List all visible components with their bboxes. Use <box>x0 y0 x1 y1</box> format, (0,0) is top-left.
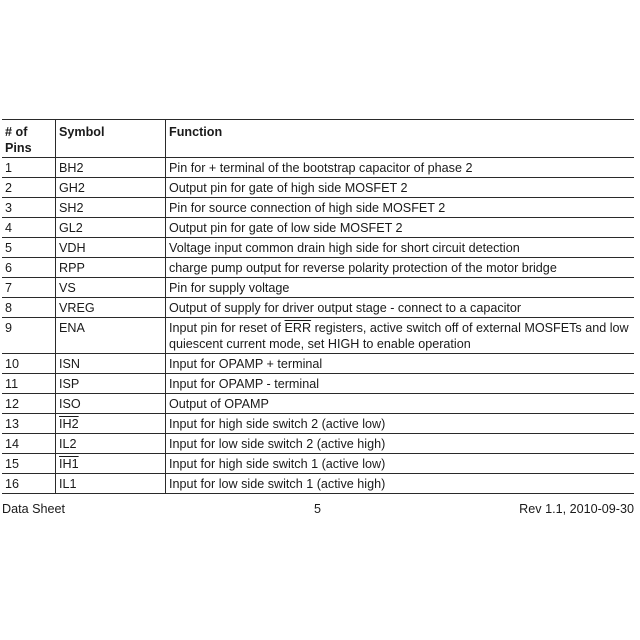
function-text-pre: Input pin for reset of <box>169 321 285 335</box>
active-low-symbol: IH2 <box>59 417 79 431</box>
pin-symbol: GL2 <box>56 218 166 238</box>
table-row <box>2 238 634 258</box>
pin-symbol <box>56 454 166 474</box>
pin-symbol: ISO <box>56 394 166 414</box>
table-row <box>2 454 634 474</box>
footer-page-number: 5 <box>314 502 322 516</box>
pin-function: Input for high side switch 2 (active low) <box>166 414 635 434</box>
pin-function: Pin for supply voltage <box>166 278 635 298</box>
pin-number: 4 <box>2 218 56 238</box>
header-symbol: Symbol <box>56 120 166 158</box>
table-row <box>2 374 634 394</box>
pin-symbol: VDH <box>56 238 166 258</box>
pin-number: 8 <box>2 298 56 318</box>
pin-function: Output of OPAMP <box>166 394 635 414</box>
pin-definition-table <box>2 119 634 494</box>
pin-symbol: ISN <box>56 354 166 374</box>
header-pins: # of Pins <box>2 120 56 158</box>
pin-function: Input for OPAMP + terminal <box>166 354 635 374</box>
pin-symbol: IL2 <box>56 434 166 454</box>
pin-function: Pin for + terminal of the bootstrap capacitor of phase 2 <box>166 158 635 178</box>
pin-number: 10 <box>2 354 56 374</box>
active-low-symbol: IH1 <box>59 457 79 471</box>
table-row <box>2 158 634 178</box>
pin-function: Output pin for gate of low side MOSFET 2 <box>166 218 635 238</box>
pin-function: Output of supply for driver output stage - connect to a capacitor <box>166 298 635 318</box>
pin-function: Pin for source connection of high side MOSFET 2 <box>166 198 635 218</box>
pin-symbol: ENA <box>56 318 166 354</box>
table-row <box>2 198 634 218</box>
pin-number: 5 <box>2 238 56 258</box>
pin-symbol: GH2 <box>56 178 166 198</box>
pin-function <box>166 318 635 354</box>
pin-symbol: VS <box>56 278 166 298</box>
pin-number: 1 <box>2 158 56 178</box>
footer-document-type: Data Sheet <box>2 502 66 516</box>
pin-number: 7 <box>2 278 56 298</box>
pin-symbol: ISP <box>56 374 166 394</box>
header-function: Function <box>166 120 635 158</box>
pin-number: 14 <box>2 434 56 454</box>
table-row <box>2 318 634 354</box>
table-row <box>2 434 634 454</box>
pin-number: 15 <box>2 454 56 474</box>
pin-function: charge pump output for reverse polarity protection of the motor bridge <box>166 258 635 278</box>
err-register-name: $\overline{ERR}$ <box>284 321 312 335</box>
table-row <box>2 394 634 414</box>
pin-number: 3 <box>2 198 56 218</box>
table-row <box>2 474 634 494</box>
pin-function: Input for high side switch 1 (active low) <box>166 454 635 474</box>
function-text-post: registers, active switch off of external MOSFETs and low quiescent current mode, set HIGH to enable operation <box>169 321 629 351</box>
pin-function: Output pin for gate of high side MOSFET 2 <box>166 178 635 198</box>
table-row <box>2 218 634 238</box>
pin-symbol: RPP <box>56 258 166 278</box>
pin-function: Input for low side switch 1 (active high) <box>166 474 635 494</box>
pin-function: Input for low side switch 2 (active high) <box>166 434 635 454</box>
table-row <box>2 178 634 198</box>
pin-number: 12 <box>2 394 56 414</box>
pin-number: 16 <box>2 474 56 494</box>
pin-number: 11 <box>2 374 56 394</box>
table-row <box>2 354 634 374</box>
pin-symbol: BH2 <box>56 158 166 178</box>
pin-function: Input for OPAMP - terminal <box>166 374 635 394</box>
pin-function: Voltage input common drain high side for short circuit detection <box>166 238 635 258</box>
table-row <box>2 278 634 298</box>
table-row <box>2 298 634 318</box>
table-row <box>2 258 634 278</box>
pin-symbol: IL1 <box>56 474 166 494</box>
footer-revision: Rev 1.1, 2010-09-30 <box>519 502 634 516</box>
pin-number: 13 <box>2 414 56 434</box>
pin-number: 9 <box>2 318 56 354</box>
pin-number: 6 <box>2 258 56 278</box>
pin-symbol <box>56 414 166 434</box>
table-header-row <box>2 120 634 158</box>
pin-number: 2 <box>2 178 56 198</box>
pin-symbol: SH2 <box>56 198 166 218</box>
pin-symbol: VREG <box>56 298 166 318</box>
page-footer <box>2 502 634 518</box>
table-row <box>2 414 634 434</box>
